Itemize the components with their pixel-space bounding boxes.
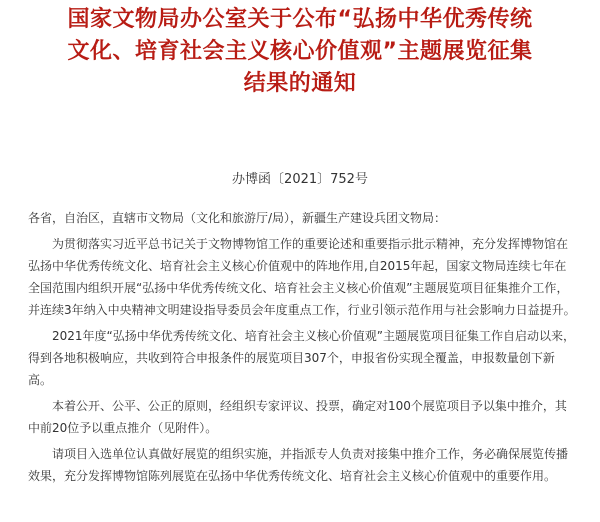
document-number: 办博函〔2021〕752号 <box>232 172 368 187</box>
notice-title-line-3: 结果的通知 <box>243 71 357 96</box>
notice-title <box>0 4 600 100</box>
body-paragraph: 请项目入选单位认真做好展览的组织实施，并指派专人负责对接集中推介工作，务必确保展览传播效果，充分发挥博物馆陈列展览在弘扬中华优秀传统文化、培育社会主义核心价值观中的重要作用。 <box>28 447 569 483</box>
body-paragraph: 为贯彻落实习近平总书记关于文物博物馆工作的重要论述和重要指示批示精神，充分发挥博物馆在弘扬中华优秀传统文化、培育社会主义核心价值观中的阵地作用,自2015年起，国家文物局连续七年在全国范围内组织开展“弘扬中华优秀传统文化、培育社会主义核心价值观”主题展览项目征集推介工作，并连续3年纳入中央精神文明建设指导委员会年度重点工作，行业引领示范作用与社会影响力日益提升。 <box>28 237 576 317</box>
notice-body <box>28 207 576 491</box>
body-paragraph: 本着公开、公平、公正的原则，经组织专家评议、投票，确定对100个展览项目予以集中推介，其中前20位予以重点推介（见附件）。 <box>28 399 567 435</box>
salutation: 各省，自治区，直辖市文物局（文化和旅游厅/局），新疆生产建设兵团文物局： <box>28 211 447 225</box>
body-paragraph: 2021年度“弘扬中华优秀传统文化、培育社会主义核心价值观”主题展览项目征集工作自启动以来，得到各地积极响应，共收到符合申报条件的展览项目307个，申报省份实现全覆盖，申报数量创下新高。 <box>28 329 575 387</box>
notice-title-line-2: 文化、培育社会主义核心价值观”主题展览征集 <box>67 39 533 64</box>
notice-title-line-1: 国家文物局办公室关于公布“弘扬中华优秀传统 <box>67 7 533 32</box>
